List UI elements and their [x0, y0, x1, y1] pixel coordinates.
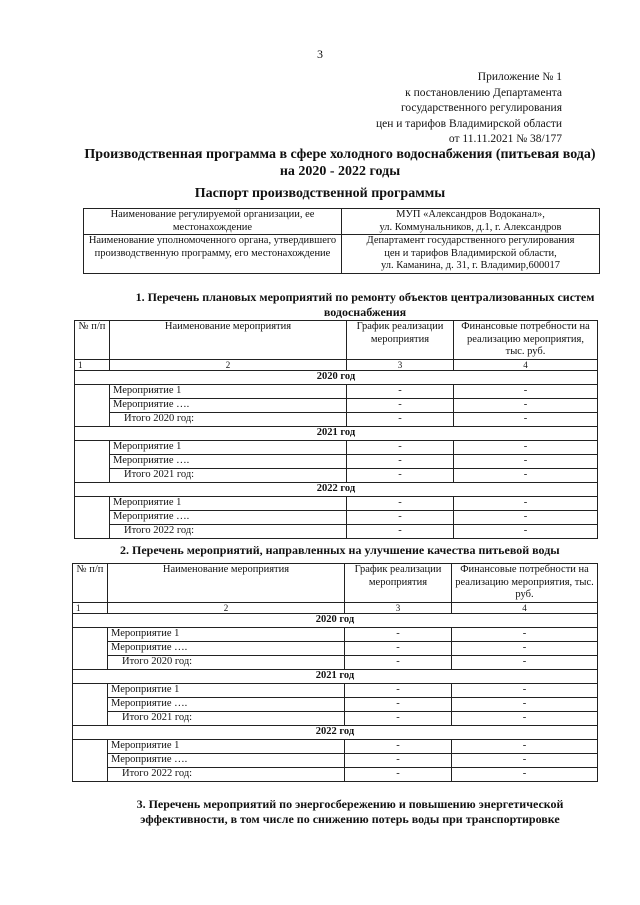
appendix-line: от 11.11.2021 № 38/177 [448, 133, 562, 145]
table-row [75, 399, 598, 413]
column-number: 2 [110, 360, 347, 371]
col-schedule-header: График реализации мероприятия [345, 564, 452, 603]
table-row [73, 712, 598, 726]
passport-value-line: ул. Каманина, д. 31, г. Владимир,600017 [380, 260, 561, 271]
passport-value-line: Департамент государственного регулирования [366, 235, 575, 246]
section-1-table [74, 320, 598, 539]
col-schedule-header: График реализации мероприятия [347, 321, 454, 360]
schedule-cell: - [345, 642, 452, 656]
appendix-line: цен и тарифов Владимирской области [375, 117, 562, 130]
document-title: Производственная программа в сфере холодного водоснабжения (питьевая вода) на 2020 - 2022 годы [84, 147, 596, 179]
event-name: Мероприятие 1 [110, 385, 347, 399]
passport-row [84, 235, 600, 274]
table-row [73, 740, 598, 754]
year-row [73, 726, 598, 740]
table-row [75, 525, 598, 539]
table-row [75, 469, 598, 483]
schedule-cell: - [345, 712, 452, 726]
year-label: 2020 год [75, 371, 598, 385]
table-row [73, 754, 598, 768]
year-row [75, 427, 598, 441]
event-name: Мероприятие …. [110, 399, 347, 413]
passport-value-line: цен и тарифов Владимирской области, [384, 247, 557, 259]
table-row [75, 413, 598, 427]
finance-cell: - [454, 441, 598, 455]
finance-cell: - [452, 642, 598, 656]
event-name: Мероприятие 1 [110, 441, 347, 455]
table-row [75, 441, 598, 455]
finance-cell: - [454, 497, 598, 511]
number-cell [73, 740, 108, 782]
year-label: 2022 год [75, 483, 598, 497]
section-2-table [72, 563, 598, 782]
number-cell [75, 441, 110, 483]
schedule-cell: - [347, 455, 454, 469]
passport-value [342, 235, 600, 274]
total-label: Итого 2021 год: [110, 469, 347, 483]
event-name: Мероприятие …. [108, 642, 345, 656]
section-1-title: 1. Перечень плановых мероприятий по ремонту объектов централизованных систем водоснабжения [135, 290, 595, 319]
column-number: 3 [345, 603, 452, 614]
year-row [75, 483, 598, 497]
schedule-cell: - [345, 628, 452, 642]
total-label: Итого 2021 год: [108, 712, 345, 726]
event-name: Мероприятие 1 [108, 684, 345, 698]
year-label: 2021 год [73, 670, 598, 684]
finance-cell: - [452, 684, 598, 698]
schedule-cell: - [345, 768, 452, 782]
column-number: 4 [454, 360, 598, 371]
event-name: Мероприятие 1 [110, 497, 347, 511]
finance-cell: - [454, 399, 598, 413]
column-number: 3 [347, 360, 454, 371]
schedule-cell: - [347, 413, 454, 427]
finance-cell: - [454, 455, 598, 469]
finance-cell: - [452, 656, 598, 670]
schedule-cell: - [345, 740, 452, 754]
number-cell [75, 385, 110, 427]
event-name: Мероприятие 1 [108, 740, 345, 754]
col-finance-header: Финансовые потребности на реализацию мероприятия, тыс. руб. [454, 321, 598, 360]
finance-cell: - [454, 511, 598, 525]
number-cell [73, 684, 108, 726]
finance-cell: - [454, 385, 598, 399]
schedule-cell: - [347, 511, 454, 525]
total-label: Итого 2022 год: [110, 525, 347, 539]
table-row [75, 511, 598, 525]
total-label: Итого 2022 год: [108, 768, 345, 782]
table-row [73, 698, 598, 712]
passport-row [84, 209, 600, 235]
year-row [73, 614, 598, 628]
table-header-row [75, 321, 598, 360]
schedule-cell: - [347, 399, 454, 413]
table-row [73, 768, 598, 782]
finance-cell: - [454, 413, 598, 427]
finance-cell: - [454, 525, 598, 539]
column-number: 4 [452, 603, 598, 614]
section-3-title: 3. Перечень мероприятий по энергосбережению и повышению энергетической эффективности, в том числе по снижению потерь воды при транспортировке [136, 797, 564, 826]
total-label: Итого 2020 год: [108, 656, 345, 670]
schedule-cell: - [347, 525, 454, 539]
year-row [75, 371, 598, 385]
passport-value-line: МУП «Александров Водоканал», [396, 209, 545, 220]
column-numbers-row [73, 603, 598, 614]
table-row [73, 684, 598, 698]
column-number: 1 [73, 603, 108, 614]
table-row [73, 642, 598, 656]
table-row [73, 628, 598, 642]
year-label: 2021 год [75, 427, 598, 441]
col-finance-header: Финансовые потребности на реализацию мероприятия, тыс. руб. [452, 564, 598, 603]
column-number: 2 [108, 603, 345, 614]
passport-label: Наименование уполномоченного органа, утвердившего производственную программу, его местонахождение [84, 235, 342, 274]
passport-value-line: ул. Коммунальников, д.1, г. Александров [379, 221, 562, 233]
section-2-title: 2. Перечень мероприятий, направленных на улучшение качества питьевой воды [120, 543, 560, 557]
finance-cell: - [452, 712, 598, 726]
finance-cell: - [452, 740, 598, 754]
passport-table [83, 208, 600, 274]
event-name: Мероприятие …. [110, 511, 347, 525]
schedule-cell: - [347, 497, 454, 511]
passport-label: Наименование регулируемой организации, ее местонахождение [84, 209, 342, 235]
col-number-header: № п/п [73, 564, 108, 603]
finance-cell: - [452, 698, 598, 712]
schedule-cell: - [345, 754, 452, 768]
col-name-header: Наименование мероприятия [110, 321, 347, 360]
schedule-cell: - [347, 385, 454, 399]
table-row [75, 497, 598, 511]
event-name: Мероприятие …. [110, 455, 347, 469]
finance-cell: - [452, 754, 598, 768]
finance-cell: - [454, 469, 598, 483]
column-numbers-row [75, 360, 598, 371]
passport-value [342, 209, 600, 235]
schedule-cell: - [345, 656, 452, 670]
table-row [75, 385, 598, 399]
col-number-header: № п/п [75, 321, 110, 360]
event-name: Мероприятие 1 [108, 628, 345, 642]
table-row [75, 455, 598, 469]
column-number: 1 [75, 360, 110, 371]
schedule-cell: - [347, 469, 454, 483]
year-label: 2020 год [73, 614, 598, 628]
table-row [73, 656, 598, 670]
schedule-cell: - [347, 441, 454, 455]
event-name: Мероприятие …. [108, 754, 345, 768]
finance-cell: - [452, 768, 598, 782]
year-label: 2022 год [73, 726, 598, 740]
col-name-header: Наименование мероприятия [108, 564, 345, 603]
event-name: Мероприятие …. [108, 698, 345, 712]
appendix-line: государственного регулирования [400, 102, 562, 114]
page-number: 3 [317, 47, 323, 61]
schedule-cell: - [345, 698, 452, 712]
year-row [73, 670, 598, 684]
appendix-block [332, 70, 562, 148]
schedule-cell: - [345, 684, 452, 698]
number-cell [75, 497, 110, 539]
appendix-line: к постановлению Департамента [405, 86, 562, 99]
passport-title: Паспорт производственной программы [194, 186, 446, 201]
total-label: Итого 2020 год: [110, 413, 347, 427]
table-header-row [73, 564, 598, 603]
finance-cell: - [452, 628, 598, 642]
number-cell [73, 628, 108, 670]
appendix-line: Приложение № 1 [477, 71, 562, 83]
